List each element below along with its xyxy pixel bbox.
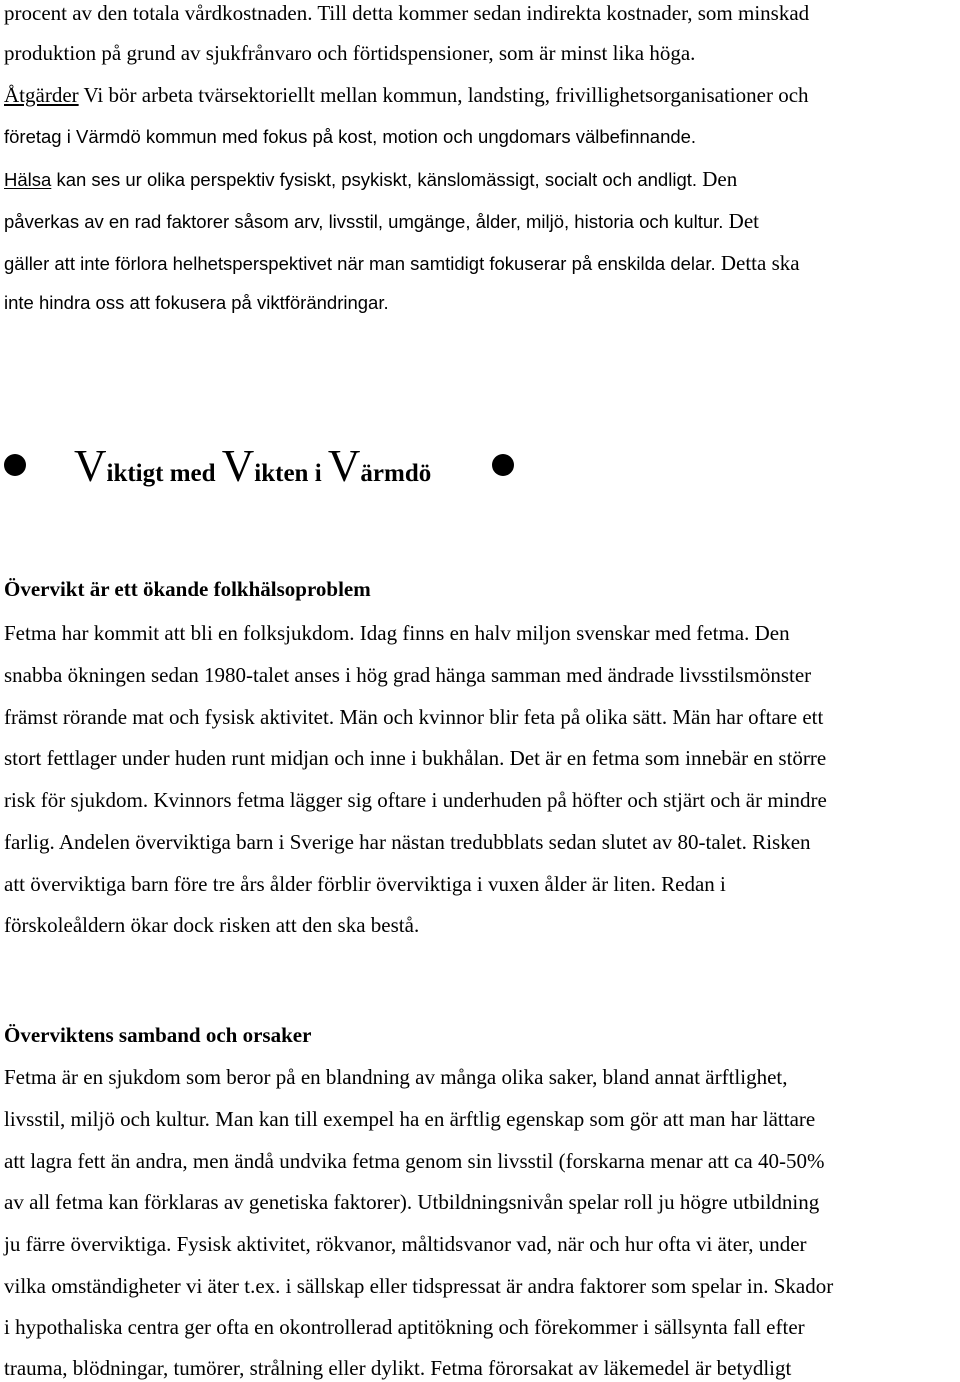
document-title-row	[4, 436, 544, 496]
title-part-2: ikten i	[254, 460, 328, 487]
intro-line-3	[4, 82, 809, 108]
section-2-line: trauma, blödningar, tumörer, strålning eller dylikt. Fetma förorsakat av läkemedel är betydligt	[4, 1356, 792, 1380]
intro-line-1: procent av den totala vårdkostnaden. Till detta kommer sedan indirekta kostnader, som minskad	[4, 1, 810, 25]
halsa-label: Hälsa	[4, 169, 52, 190]
section-2-line: i hypothaliska centra ger ofta en okontrollerad aptitökning och förekommer i sällsynta fall efter	[4, 1315, 805, 1339]
section-1-line: risk för sjukdom. Kvinnors fetma lägger sig oftare i underhuden på höfter och stjärt och är mindre	[4, 788, 827, 812]
section-2-line: vilka omständigheter vi äter t.ex. i sällskap eller tidspressat är andra faktorer som spelar in. Skador	[4, 1274, 834, 1298]
left-bullet-icon	[4, 454, 26, 476]
title-part-3: ärmdö	[360, 460, 432, 487]
section-1-heading: Övervikt är ett ökande folkhälsoproblem	[4, 577, 371, 601]
title-cap-3: V	[327, 441, 361, 491]
document-title	[74, 436, 431, 504]
section-1-line: Fetma har kommit att bli en folksjukdom. Idag finns en halv miljon svenskar med fetma. Den	[4, 621, 790, 645]
section-2-line: av all fetma kan förklaras av genetiska faktorer). Utbildningsnivån spelar roll ju högre utbildning	[4, 1190, 820, 1214]
intro-line-5-text: kan ses ur olika perspektiv fysiskt, psykiskt, känslomässigt, socialt och andligt.	[51, 169, 698, 190]
section-1-line: farlig. Andelen överviktiga barn i Sverige har nästan tredubblats sedan slutet av 80-talet. Risken	[4, 830, 811, 854]
intro-line-7	[4, 250, 800, 277]
intro-line-6	[4, 208, 759, 235]
section-1-line: att överviktiga barn före tre års ålder förblir överviktiga i vuxen ålder är liten. Redan i	[4, 872, 726, 896]
intro-line-6-text: påverkas av en rad faktorer såsom arv, livsstil, umgänge, ålder, miljö, historia och kultur.	[4, 211, 724, 232]
title-part-1: iktigt med	[106, 460, 222, 487]
intro-line-8: inte hindra oss att fokusera på viktförändringar.	[4, 292, 389, 313]
intro-line-5	[4, 166, 737, 193]
section-2-line: ju färre överviktiga. Fysisk aktivitet, rökvanor, måltidsvanor vad, när och hur ofta vi äter, under	[4, 1232, 807, 1256]
section-1-line: snabba ökningen sedan 1980-talet anses i hög grad hänga samman med ändrade livsstilsmönster	[4, 663, 812, 687]
atgarder-label: Åtgärder	[4, 83, 79, 107]
intro-line-4: företag i Värmdö kommun med fokus på kost, motion och ungdomars välbefinnande.	[4, 126, 697, 147]
section-2-line: livsstil, miljö och kultur. Man kan till exempel ha en ärftlig egenskap som gör att man har lättare	[4, 1107, 816, 1131]
intro-line-2: produktion på grund av sjukfrånvaro och förtidspensioner, som är minst lika höga.	[4, 41, 696, 65]
section-1-line: främst rörande mat och fysisk aktivitet. Män och kvinnor blir feta på olika sätt. Män har oftare ett	[4, 705, 824, 729]
intro-line-7-text: gäller att inte förlora helhetsperspektivet när man samtidigt fokuserar på enskilda delar.	[4, 253, 716, 274]
section-2-line: att lagra fett än andra, men ändå undvika fetma genom sin livsstil (forskarna menar att ca 40-50%	[4, 1149, 825, 1173]
intro-line-7-tail: Detta ska	[715, 251, 800, 275]
right-bullet-icon	[492, 454, 514, 476]
section-1-line: stort fettlager under huden runt midjan och inne i bukhålan. Det är en fetma som innebär en större	[4, 746, 827, 770]
title-cap-1: V	[74, 441, 107, 491]
title-cap-2: V	[221, 441, 255, 491]
intro-line-3-text: Vi bör arbeta tvärsektoriellt mellan kommun, landsting, frivillighetsorganisationer och	[78, 83, 809, 107]
section-2-heading: Överviktens samband och orsaker	[4, 1023, 312, 1047]
intro-line-5-tail: Den	[697, 167, 738, 191]
intro-line-6-tail: Det	[723, 209, 759, 233]
section-1-line: förskoleåldern ökar dock risken att den ska bestå.	[4, 913, 420, 937]
section-2-line: Fetma är en sjukdom som beror på en blandning av många olika saker, bland annat ärftlighet,	[4, 1065, 788, 1089]
